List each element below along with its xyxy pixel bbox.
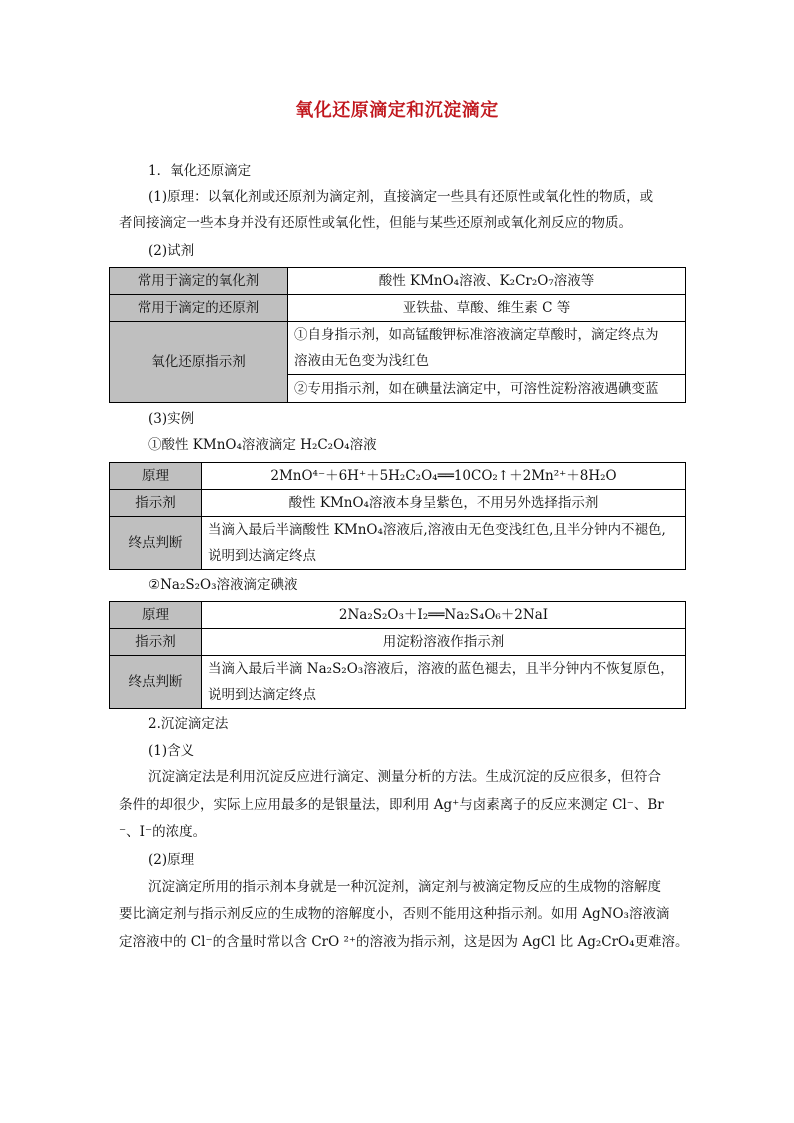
indicator-self-line2: 溶液由无色变为浅红色 xyxy=(294,353,429,369)
principle-heading: (2)原理 xyxy=(148,852,195,868)
example2-heading: ②Na₂S₂O₃溶液滴定碘液 xyxy=(148,577,298,593)
example2-endpoint-value xyxy=(202,656,686,709)
example1-indicator-value: 酸性 KMnO₄溶液本身呈紫色，不用另外选择指示剂 xyxy=(202,490,686,517)
meaning-line1: 沉淀滴定法是利用沉淀反应进行滴定、测量分析的方法。生成沉淀的反应很多，但符合 xyxy=(148,769,661,785)
section1-principle-line1: (1)原理：以氧化剂或还原剂为滴定剂，直接滴定一些具有还原性或氧化性的物质，或 xyxy=(148,189,654,205)
section1-principle-line2: 者间接滴定一些本身并没有还原性或氧化性，但能与某些还原剂或氧化剂反应的物质。 xyxy=(119,215,632,231)
section2-heading: 2.沉淀滴定法 xyxy=(148,716,229,732)
example1-principle-label: 原理 xyxy=(110,463,202,490)
meaning-line3: ⁻、I⁻的浓度。 xyxy=(119,824,207,840)
reductant-label: 常用于滴定的还原剂 xyxy=(110,295,288,322)
example1-endpoint-label: 终点判断 xyxy=(110,517,202,570)
example1-endpoint-value xyxy=(202,517,686,570)
example2-principle-value: 2Na₂S₂O₃＋I₂══Na₂S₄O₆＋2NaI xyxy=(202,602,686,629)
example2-indicator-label: 指示剂 xyxy=(110,629,202,656)
example2-indicator-value: 用淀粉溶液作指示剂 xyxy=(202,629,686,656)
oxidant-value: 酸性 KMnO₄溶液、K₂Cr₂O₇溶液等 xyxy=(288,268,686,295)
examples-heading: (3)实例 xyxy=(148,411,195,427)
meaning-line2: 条件的却很少，实际上应用最多的是银量法，即利用 Ag⁺与卤素离子的反应来测定 Cl⁻、Br xyxy=(119,797,664,813)
example1-principle-value: 2MnO⁴⁻＋6H⁺＋5H₂C₂O₄══10CO₂↑＋2Mn²⁺＋8H₂O xyxy=(202,463,686,490)
reagents-heading: (2)试剂 xyxy=(148,243,195,259)
indicator-self xyxy=(288,322,686,375)
meaning-heading: (1)含义 xyxy=(148,743,195,759)
page-title: 氧化还原滴定和沉淀滴定 xyxy=(295,100,499,121)
section1-heading: 1．氧化还原滴定 xyxy=(148,163,252,179)
principle-line3: 定溶液中的 Cl⁻的含量时常以含 CrO ²⁺的溶液为指示剂，这是因为 AgCl 比 Ag₂CrO₄更难溶。 xyxy=(119,934,689,950)
example1-indicator-label: 指示剂 xyxy=(110,490,202,517)
example2-table xyxy=(109,601,686,709)
indicator-self-line1: ①自身指示剂，如高锰酸钾标准溶液滴定草酸时，滴定终点为 xyxy=(294,327,659,343)
indicator-label: 氧化还原指示剂 xyxy=(110,322,288,403)
example2-endpoint-line2: 说明到达滴定终点 xyxy=(208,687,316,703)
example1-table xyxy=(109,462,686,570)
example2-principle-label: 原理 xyxy=(110,602,202,629)
example1-heading: ①酸性 KMnO₄溶液滴定 H₂C₂O₄溶液 xyxy=(148,437,377,453)
example2-endpoint-line1: 当滴入最后半滴 Na₂S₂O₃溶液后，溶液的蓝色褪去，且半分钟内不恢复原色， xyxy=(208,661,674,677)
example1-endpoint-line2: 说明到达滴定终点 xyxy=(208,548,316,564)
example2-endpoint-label: 终点判断 xyxy=(110,656,202,709)
oxidant-label: 常用于滴定的氧化剂 xyxy=(110,268,288,295)
reagents-table xyxy=(109,267,686,403)
indicator-special: ②专用指示剂，如在碘量法滴定中，可溶性淀粉溶液遇碘变蓝 xyxy=(288,375,686,403)
example1-endpoint-line1: 当滴入最后半滴酸性 KMnO₄溶液后,溶液由无色变浅红色,且半分钟内不褪色, xyxy=(208,522,666,538)
reductant-value: 亚铁盐、草酸、维生素 C 等 xyxy=(288,295,686,322)
principle-line2: 要比滴定剂与指示剂反应的生成物的溶解度小，否则不能用这种指示剂。如用 AgNO₃溶液滴 xyxy=(119,906,670,922)
principle-line1: 沉淀滴定所用的指示剂本身就是一种沉淀剂，滴定剂与被滴定物反应的生成物的溶解度 xyxy=(148,879,661,895)
